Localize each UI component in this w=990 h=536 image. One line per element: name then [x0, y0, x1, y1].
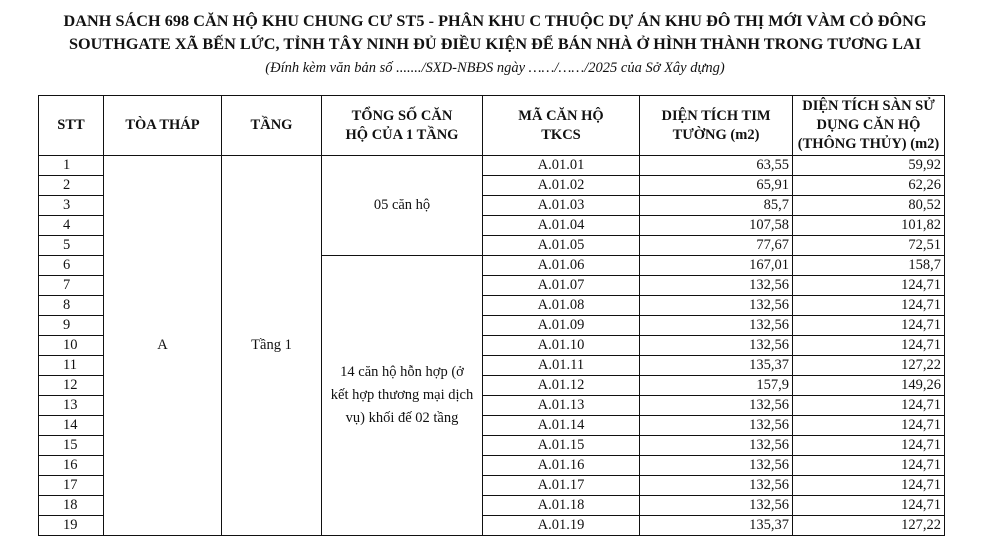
cell-ma-can-ho: A.01.19: [483, 516, 640, 536]
table-row: [39, 156, 945, 176]
cell-dien-tich-thong-thuy: 124,71: [793, 276, 945, 296]
cell-dien-tich-thong-thuy: 62,26: [793, 176, 945, 196]
cell-ma-can-ho: A.01.01: [483, 156, 640, 176]
cell-ma-can-ho: A.01.02: [483, 176, 640, 196]
cell-tang: Tầng 1: [222, 156, 322, 536]
cell-dien-tich-tim-tuong: 132,56: [640, 456, 793, 476]
cell-ma-can-ho: A.01.07: [483, 276, 640, 296]
cell-dien-tich-thong-thuy: 127,22: [793, 356, 945, 376]
cell-group-1-label: 05 căn hộ: [322, 156, 483, 256]
cell-stt: 12: [39, 376, 104, 396]
cell-dien-tich-tim-tuong: 132,56: [640, 336, 793, 356]
cell-ma-can-ho: A.01.06: [483, 256, 640, 276]
cell-dien-tich-thong-thuy: 124,71: [793, 336, 945, 356]
cell-stt: 19: [39, 516, 104, 536]
cell-dien-tich-tim-tuong: 132,56: [640, 496, 793, 516]
document-subtitle: (Đính kèm văn bản số ......./SXD-NBĐS ngày ……/……/2025 của Sở Xây dựng): [265, 60, 725, 76]
cell-dien-tich-tim-tuong: 107,58: [640, 216, 793, 236]
cell-dien-tich-thong-thuy: 124,71: [793, 296, 945, 316]
cell-dien-tich-tim-tuong: 85,7: [640, 196, 793, 216]
cell-toa-thap: A: [104, 156, 222, 536]
cell-stt: 18: [39, 496, 104, 516]
document-title-line-1: DANH SÁCH 698 CĂN HỘ KHU CHUNG CƯ ST5 - PHÂN KHU C THUỘC DỰ ÁN KHU ĐÔ THỊ MỚI VÀM CỎ ĐÔNG: [63, 12, 927, 30]
cell-dien-tich-tim-tuong: 132,56: [640, 476, 793, 496]
cell-stt: 4: [39, 216, 104, 236]
cell-dien-tich-tim-tuong: 63,55: [640, 156, 793, 176]
header-tong-so-can-ho: TỔNG SỐ CĂN HỘ CỦA 1 TẦNG: [322, 96, 483, 156]
cell-ma-can-ho: A.01.04: [483, 216, 640, 236]
header-dien-tich-thong-thuy: DIỆN TÍCH SÀN SỬ DỤNG CĂN HỘ (THÔNG THỦY) (m2): [793, 96, 945, 156]
cell-dien-tich-thong-thuy: 101,82: [793, 216, 945, 236]
cell-group-2-label: 14 căn hộ hỗn hợp (ở kết hợp thương mại dịch vụ) khối đế 02 tầng: [322, 256, 483, 536]
cell-dien-tich-thong-thuy: 59,92: [793, 156, 945, 176]
table-header-row: [39, 96, 945, 156]
cell-dien-tich-tim-tuong: 132,56: [640, 436, 793, 456]
cell-stt: 7: [39, 276, 104, 296]
cell-dien-tich-thong-thuy: 124,71: [793, 416, 945, 436]
cell-ma-can-ho: A.01.10: [483, 336, 640, 356]
cell-stt: 6: [39, 256, 104, 276]
cell-stt: 2: [39, 176, 104, 196]
cell-dien-tich-thong-thuy: 80,52: [793, 196, 945, 216]
cell-ma-can-ho: A.01.18: [483, 496, 640, 516]
cell-stt: 16: [39, 456, 104, 476]
cell-dien-tich-thong-thuy: 124,71: [793, 396, 945, 416]
apartment-table: [38, 95, 945, 536]
cell-ma-can-ho: A.01.03: [483, 196, 640, 216]
cell-dien-tich-tim-tuong: 167,01: [640, 256, 793, 276]
cell-ma-can-ho: A.01.15: [483, 436, 640, 456]
cell-dien-tich-thong-thuy: 158,7: [793, 256, 945, 276]
cell-dien-tich-tim-tuong: 132,56: [640, 296, 793, 316]
cell-dien-tich-tim-tuong: 157,9: [640, 376, 793, 396]
cell-stt: 5: [39, 236, 104, 256]
cell-stt: 17: [39, 476, 104, 496]
cell-stt: 3: [39, 196, 104, 216]
cell-stt: 15: [39, 436, 104, 456]
cell-dien-tich-tim-tuong: 132,56: [640, 416, 793, 436]
cell-dien-tich-thong-thuy: 124,71: [793, 436, 945, 456]
cell-dien-tich-thong-thuy: 127,22: [793, 516, 945, 536]
header-dien-tich-tim-tuong: DIỆN TÍCH TIM TƯỜNG (m2): [640, 96, 793, 156]
cell-ma-can-ho: A.01.13: [483, 396, 640, 416]
cell-ma-can-ho: A.01.17: [483, 476, 640, 496]
cell-dien-tich-tim-tuong: 135,37: [640, 516, 793, 536]
cell-ma-can-ho: A.01.12: [483, 376, 640, 396]
header-stt: STT: [39, 96, 104, 156]
cell-dien-tich-tim-tuong: 132,56: [640, 316, 793, 336]
header-tang: TẦNG: [222, 96, 322, 156]
cell-dien-tich-tim-tuong: 132,56: [640, 276, 793, 296]
cell-stt: 8: [39, 296, 104, 316]
cell-ma-can-ho: A.01.08: [483, 296, 640, 316]
cell-ma-can-ho: A.01.05: [483, 236, 640, 256]
cell-stt: 10: [39, 336, 104, 356]
table-body: [39, 156, 945, 536]
cell-dien-tich-tim-tuong: 132,56: [640, 396, 793, 416]
cell-dien-tich-thong-thuy: 124,71: [793, 496, 945, 516]
cell-ma-can-ho: A.01.09: [483, 316, 640, 336]
cell-stt: 14: [39, 416, 104, 436]
header-ma-can-ho: MÃ CĂN HỘ TKCS: [483, 96, 640, 156]
cell-dien-tich-thong-thuy: 124,71: [793, 476, 945, 496]
cell-stt: 1: [39, 156, 104, 176]
cell-dien-tich-thong-thuy: 72,51: [793, 236, 945, 256]
document-title-line-2: SOUTHGATE XÃ BẾN LỨC, TỈNH TÂY NINH ĐỦ ĐIỀU KIỆN ĐỂ BÁN NHÀ Ở HÌNH THÀNH TRONG TƯƠNG LAI: [68, 35, 922, 53]
cell-dien-tich-thong-thuy: 124,71: [793, 316, 945, 336]
cell-stt: 13: [39, 396, 104, 416]
cell-ma-can-ho: A.01.11: [483, 356, 640, 376]
cell-stt: 11: [39, 356, 104, 376]
cell-dien-tich-tim-tuong: 135,37: [640, 356, 793, 376]
header-toa-thap: TÒA THÁP: [104, 96, 222, 156]
cell-dien-tich-tim-tuong: 77,67: [640, 236, 793, 256]
cell-dien-tich-thong-thuy: 149,26: [793, 376, 945, 396]
cell-ma-can-ho: A.01.14: [483, 416, 640, 436]
cell-ma-can-ho: A.01.16: [483, 456, 640, 476]
cell-dien-tich-tim-tuong: 65,91: [640, 176, 793, 196]
cell-stt: 9: [39, 316, 104, 336]
cell-dien-tich-thong-thuy: 124,71: [793, 456, 945, 476]
